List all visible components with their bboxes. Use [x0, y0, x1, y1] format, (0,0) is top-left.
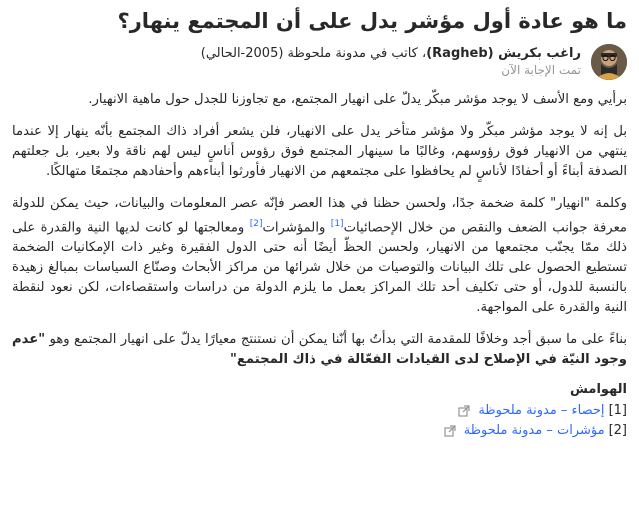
- author-info: [201, 45, 581, 79]
- footnotes-title: الهوامش: [570, 382, 627, 398]
- paragraph-3-text-c: ومعالجتها لو كانت لديها النية والقدرة على ذلك ممّا يجنّب مجتمعها من الانهيار، ولحسن الحظّ أيضًا أنه حتى الدول الفقيرة وغير ذات الإمكانيات الضخمة تستطيع الحصول على تلك البيانات والتوصيات من خلال شرائها من مراكز الأبحاث وصنّاع السياسات بمبالغ زهيدة بالنسبة للدول، أو حتى تكليف أحد تلك المراكز بعمل ما يلزم الدولة من دراسات واستقصاءات، لكن نعود لنقطة النية والقدرة على المواجهة.: [12, 220, 627, 316]
- answer-paragraph-1: برأيي ومع الأسف لا يوجد مؤشر مبكّر يدلّ على انهيار المجتمع، مع تجاوزنا للجدل حول ماهية الانهيار.: [88, 92, 627, 107]
- footnote-number-2: [2]: [608, 423, 627, 439]
- footnote-item-2: [12, 421, 627, 441]
- author-credential-line: [201, 45, 581, 62]
- external-link-icon: [444, 425, 456, 437]
- footnote-number-1: [1]: [608, 403, 627, 419]
- answer-paragraph-2: بل إنه لا يوجد مؤشر مبكّر ولا مؤشر متأخر يدل على الانهيار، فلن يشعر أفراد ذاك المجتمع بأنّه ينهار إلا عندما ينتهي من الانهيار فوق رؤوسهم، وغالبًا ما سينهار المجتمع فوق رؤوس أناسٍ ليس لهم ناقة ولا بعير، بل جعلتهم الصدفة أبناءً أو أحفادًا لأناسٍ لم يحافظوا على مجتمعهم من الانهيار فأورثوا أبناءهم وأحفادهم مجتمعًا متهالكًا.: [12, 124, 627, 179]
- footnote-link-2[interactable]: مؤشرات – مدونة ملحوظة: [463, 423, 605, 439]
- footnote-ref-1[interactable]: [1]: [330, 219, 344, 229]
- answer-paragraph-4: [12, 330, 627, 370]
- paragraph-4-text: بناءً على ما سبق أجد وخلافًا للمقدمة التي بدأتُ بها أنّنا يمكن أن نستنتج معيارًا يدلّ على انهيار المجتمع وهو: [45, 332, 627, 348]
- answer-paragraph-3: [12, 194, 627, 318]
- footnote-item-1: [12, 401, 627, 421]
- paragraph-3-text-a: وكلمة "انهيار" كلمة ضخمة جدًا، ولحسن حظنا في هذا العصر فإنّه عصر المعلومات والبيانات، حيث يمكن للدولة معرفة جوانب الضعف والنقص من خلال الإحصائيات: [12, 196, 627, 236]
- paragraph-3-text-b: والمؤشرات: [262, 220, 331, 236]
- answered-timestamp[interactable]: تمت الإجابة الآن: [501, 63, 581, 77]
- avatar-image: [591, 44, 627, 80]
- paragraph-4-bold: "عدم وجود النيّة في الإصلاح لدى القيادات الفعّالة في ذاك المجتمع": [12, 332, 627, 368]
- external-link-icon: [458, 405, 470, 417]
- footnote-link-1[interactable]: إحصاء – مدونة ملحوظة: [478, 403, 605, 419]
- question-title[interactable]: ما هو عادة أول مؤشر يدل على أن المجتمع ينهار؟: [117, 9, 627, 33]
- footnote-ref-2[interactable]: [2]: [249, 219, 263, 229]
- author-bio: ، كاتب في مدونة ملحوظة (2005-الحالي): [200, 46, 427, 61]
- author-name[interactable]: راغب بكريش (Ragheb): [426, 46, 581, 61]
- author-avatar[interactable]: [591, 44, 627, 80]
- author-block: [12, 44, 627, 80]
